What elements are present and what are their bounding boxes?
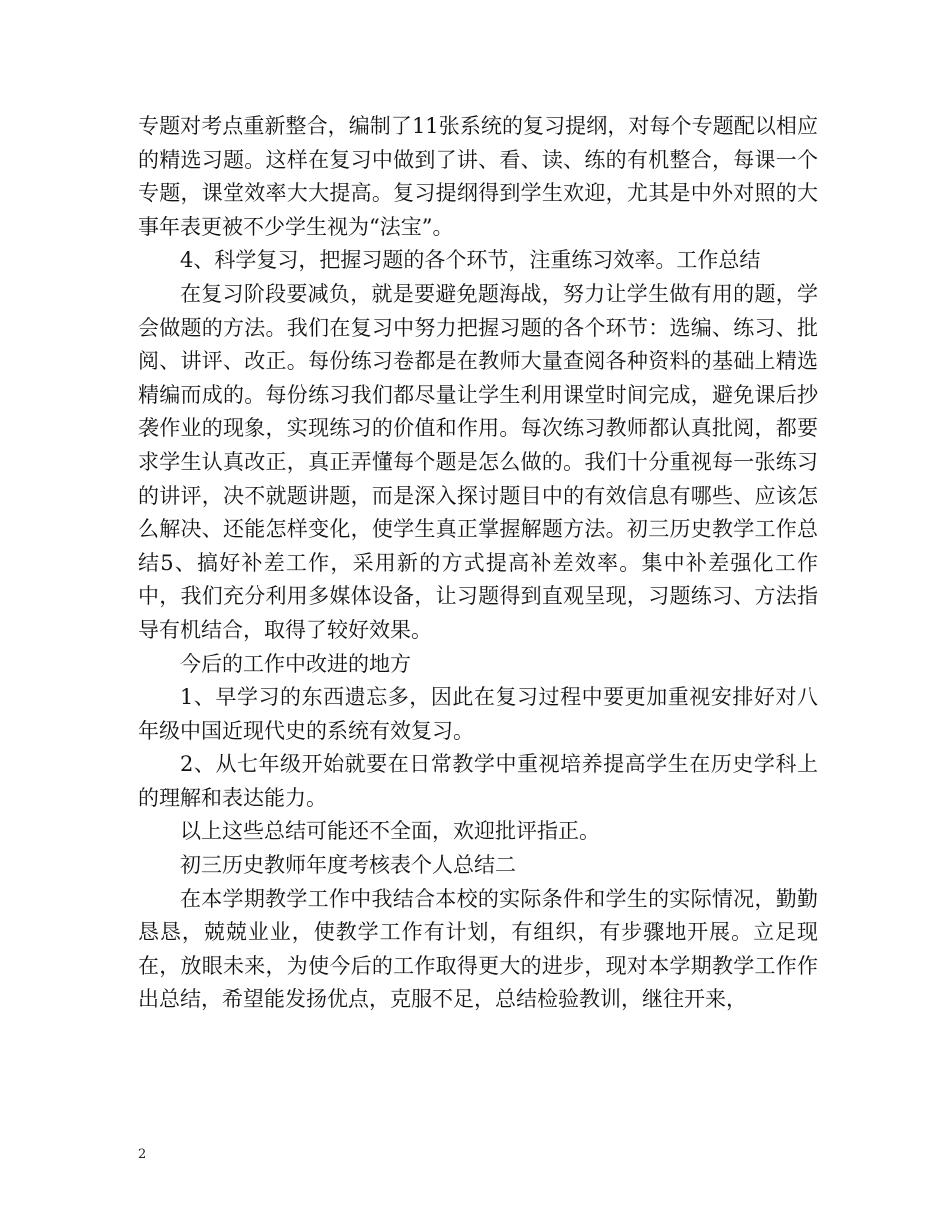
paragraph-2: 4、科学复习，把握习题的各个环节，注重练习效率。工作总结 xyxy=(180,248,761,273)
page-number: 2 xyxy=(138,1147,147,1162)
paragraph-closing: 以上这些总结可能还不全面，欢迎批评指正。 xyxy=(180,819,600,844)
paragraph-improvement-2: 2、从七年级开始就要在日常教学中重视培养提高学生在历史学科上的理解和表达能力。 xyxy=(138,752,818,810)
paragraph-3: 在复习阶段要减负，就是要避免题海战，努力让学生做有用的题，学会做题的方法。我们在复习中努力把握习题的各个环节：选编、练习、批阅、讲评、改正。每份练习卷都是在教师大量查阅各种资料的基础上精选精编而成的。每份练习我们都尽量让学生利用课堂时间完成，避免课后抄袭作业的现象，实现练习的价值和作用。每次练习教师都认真批阅，都要求学生认真改正，真正弄懂每个题是怎么做的。我们十分重视每一张练习的讲评，决不就题讲题，而是深入探讨题目中的有效信息有哪些、应该怎么解决、还能怎样变化，使学生真正掌握解题方法。初三历史教学工作总结5、搞好补差工作，采用新的方式提高补差效率。集中补差强化工作中，我们充分利用多媒体设备，让习题得到直观呈现，习题练习、方法指导有机结合，取得了较好效果。 xyxy=(138,281,818,642)
paragraph-improvement-1: 1、早学习的东西遗忘多，因此在复习过程中要更加重视安排好对八年级中国近现代史的系统有效复习。 xyxy=(138,685,818,743)
document-body xyxy=(138,110,818,1017)
section-heading-summary-two: 初三历史教师年度考核表个人总结二 xyxy=(180,853,516,878)
paragraph-summary-two: 在本学期教学工作中我结合本校的实际条件和学生的实际情况，勤勤恳恳，兢兢业业，使教学工作有计划，有组织，有步骤地开展。立足现在，放眼未来，为使今后的工作取得更大的进步，现对本学期教学工作作出总结，希望能发扬优点，克服不足，总结检验教训，继往开来， xyxy=(138,886,818,1012)
paragraph-1: 专题对考点重新整合，编制了11张系统的复习提纲，对每个专题配以相应的精选习题。这样在复习中做到了讲、看、读、练的有机整合，每课一个专题，课堂效率大大提高。复习提纲得到学生欢迎，尤其是中外对照的大事年表更被不少学生视为“法宝”。 xyxy=(138,114,818,239)
section-heading-improvements: 今后的工作中改进的地方 xyxy=(180,651,411,676)
